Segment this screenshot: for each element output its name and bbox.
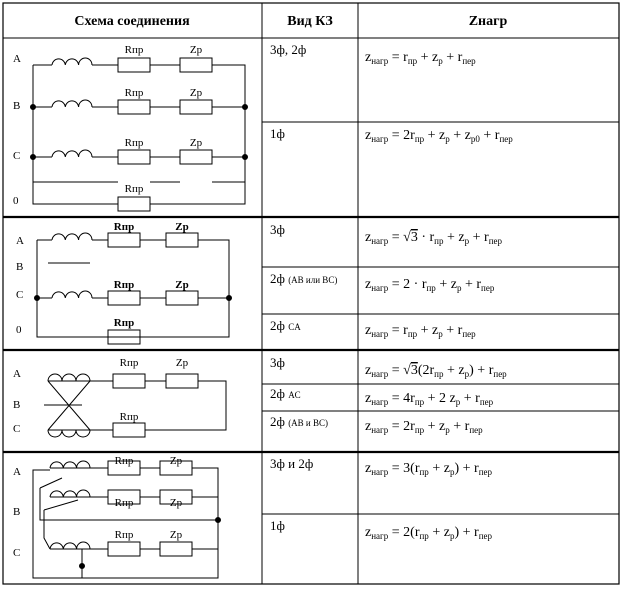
formula-row-8: $z_{нагр} = 3(r_{пр} + z_р) + r_{пер}$ — [365, 461, 492, 477]
resistor-label: Zр — [169, 497, 183, 509]
junction-dot — [216, 518, 221, 523]
circuit-wire — [44, 500, 78, 549]
phase-label: B — [13, 100, 21, 112]
fault-type-cell: 3ф — [270, 222, 285, 237]
resistor-label: Zр — [175, 279, 189, 291]
transformer-coil — [50, 542, 90, 549]
resistor-label: Rпр — [124, 137, 144, 149]
resistor — [113, 423, 145, 437]
header-fault-type: Вид КЗ — [287, 14, 333, 29]
resistor-label: Zр — [189, 44, 203, 56]
resistor-label: Rпр — [114, 455, 134, 467]
transformer-coil — [52, 233, 92, 240]
resistor — [113, 374, 145, 388]
resistor — [166, 233, 198, 247]
header-scheme: Схема соединения — [74, 14, 190, 29]
resistor — [118, 58, 150, 72]
resistor — [108, 291, 140, 305]
phase-label: A — [16, 235, 24, 247]
phase-label: B — [13, 506, 21, 518]
phase-label: C — [16, 289, 24, 301]
formula-row-2: $z_{нагр} = √3 \cdot r_{пр} + z_р + r_{пер}$ — [365, 230, 503, 246]
phase-label: C — [13, 150, 21, 162]
resistor-label: Rпр — [124, 87, 144, 99]
transformer-coil — [52, 150, 92, 157]
resistor-label: Zр — [189, 87, 203, 99]
resistor-label: Rпр — [114, 497, 134, 509]
phase-label: B — [16, 261, 24, 273]
fault-type-cell: 2ф CA — [270, 318, 301, 333]
junction-dot — [243, 105, 248, 110]
circuit-wire — [33, 468, 218, 578]
scheme-3-labels — [13, 357, 189, 435]
resistor — [118, 197, 150, 211]
formula-row-4: $z_{нагр} = r_{пр} + z_р + r_{пер}$ — [365, 323, 476, 339]
phase-label: B — [13, 399, 21, 411]
resistor — [180, 150, 212, 164]
resistor-label: Zр — [189, 137, 203, 149]
circuit-scheme-delta — [33, 461, 221, 578]
resistor-label: Rпр — [124, 44, 144, 56]
scheme-1-labels — [13, 44, 203, 207]
fault-type-cell: 2ф AC — [270, 386, 301, 401]
resistor-label: Rпр — [113, 279, 135, 291]
resistor — [108, 542, 140, 556]
fault-type-column — [270, 42, 337, 533]
resistor — [180, 58, 212, 72]
transformer-coil — [50, 461, 90, 468]
resistor-label: Rпр — [119, 357, 139, 369]
junction-dot — [31, 105, 36, 110]
formula-row-5: $z_{нагр} = √3(2r_{пр} + z_р) + r_{пер}$ — [365, 363, 507, 379]
phase-label: C — [13, 423, 21, 435]
transformer-coil — [52, 100, 92, 107]
formula-row-6: $z_{нагр} = 4r_{пр} + 2$ $z_р + r_{пер}$ — [365, 391, 494, 407]
junction-dot — [35, 296, 40, 301]
formula-row-0: $z_{нагр} = r_{пр} + z_р + r_{пер}$ — [365, 50, 476, 66]
header-load-impedance: Zнагр — [468, 14, 508, 29]
circuit-scheme-difference — [44, 374, 226, 437]
phase-label: 0 — [13, 195, 19, 207]
resistor — [166, 291, 198, 305]
junction-dot — [243, 155, 248, 160]
fault-type-cell: 1ф — [270, 126, 285, 141]
formula-row-3: $z_{нагр} = 2 \cdot r_{пр} + z_р + r_{пер}$ — [365, 277, 495, 293]
junction-dot — [227, 296, 232, 301]
fault-type-cell: 3ф и 2ф — [270, 456, 314, 471]
transformer-coil — [52, 291, 92, 298]
resistor-label: Rпр — [114, 529, 134, 541]
junction-dot — [31, 155, 36, 160]
fault-type-cell: 3ф — [270, 355, 285, 370]
resistor — [118, 100, 150, 114]
transformer-coil — [50, 490, 90, 497]
fault-type-cell: 2ф (AB или BC) — [270, 271, 338, 286]
resistor — [166, 374, 198, 388]
formula-row-9: $z_{нагр} = 2(r_{пр} + z_р) + r_{пер}$ — [365, 525, 492, 541]
resistor-label: Rпр — [113, 317, 135, 329]
resistor-label: Zр — [175, 221, 189, 233]
fault-type-cell: 2ф (AB и BC) — [270, 414, 329, 429]
resistor-label: Rпр — [113, 221, 135, 233]
fault-type-cell: 3ф, 2ф — [270, 42, 307, 57]
phase-label: A — [13, 368, 21, 380]
scheme-2-labels — [16, 221, 189, 336]
resistor-label: Zр — [169, 455, 183, 467]
resistor — [160, 542, 192, 556]
transformer-coil — [52, 58, 92, 65]
fault-type-cell: 1ф — [270, 518, 285, 533]
resistor-label: Zр — [175, 357, 189, 369]
transformer-coil — [48, 374, 90, 381]
junction-dot — [80, 564, 85, 569]
resistor-label: Rпр — [119, 411, 139, 423]
formula-row-1: $z_{нагр} = 2r_{пр} + z_р + z_{р0} + r_{пер}$ — [365, 128, 513, 144]
transformer-coil — [48, 430, 90, 437]
resistor-label: Rпр — [124, 183, 144, 195]
resistor — [118, 150, 150, 164]
phase-label: C — [13, 547, 21, 559]
scheme-4-labels — [13, 455, 183, 559]
formula-row-7: $z_{нагр} = 2r_{пр} + z_р + r_{пер}$ — [365, 419, 483, 435]
resistor — [180, 100, 212, 114]
phase-label: 0 — [16, 324, 22, 336]
phase-label: A — [13, 466, 21, 478]
resistor — [108, 233, 140, 247]
resistor-label: Zр — [169, 529, 183, 541]
phase-label: A — [13, 53, 21, 65]
formula-column — [365, 50, 513, 541]
